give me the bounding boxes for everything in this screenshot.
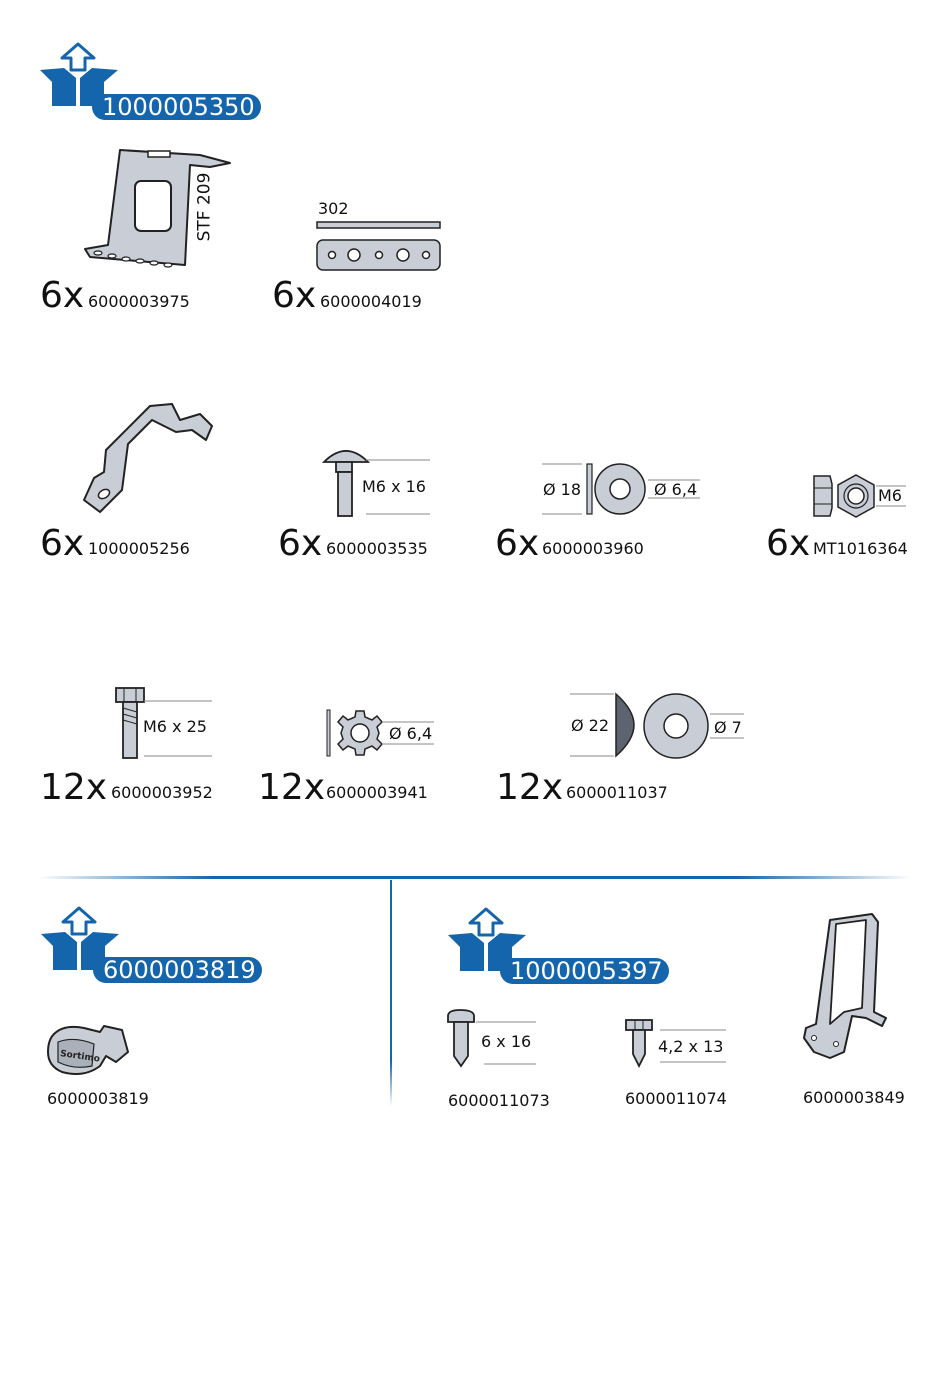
part-quantity: 12x [258,767,326,808]
strip-length-label: 302 [318,199,349,218]
clip-brand-text: Sortimo [59,1049,101,1065]
bracket-stf-drawing [80,145,240,275]
part-number: 6000003849 [803,1088,905,1107]
bolt-size-label: M6 x 16 [362,477,426,496]
bent-bracket-drawing [80,400,220,520]
washer-outer-diameter: Ø 18 [543,480,582,499]
part-number: MT1016364 [813,539,908,558]
washer-inner-diameter: Ø 6,4 [389,724,433,743]
part-number: 6000003941 [326,783,428,802]
part-quantity: 6x [40,523,85,564]
clip-drawing [44,1022,134,1082]
washer-outer-diameter: Ø 22 [571,716,610,735]
screw-size-label: 4,2 x 13 [658,1037,724,1056]
part-number: 6000003952 [111,783,213,802]
bracket-stf-label: STF 209 [194,172,215,242]
part-number: 6000003960 [542,539,644,558]
part-number: 6000003819 [47,1089,149,1108]
kit-number-badge: 6000003819 [93,957,262,983]
part-quantity: 12x [496,767,564,808]
nut-size-label: M6 [878,486,902,505]
part-number: 6000003975 [88,292,190,311]
part-number: 1000005256 [88,539,190,558]
part-number: 6000011073 [448,1091,550,1110]
washer-inner-diameter: Ø 7 [714,718,742,737]
section-divider-vertical [390,880,392,1106]
part-quantity: 6x [495,523,540,564]
part-quantity: 6x [40,275,85,316]
screw-size-label: 6 x 16 [481,1032,532,1051]
hanger-drawing [800,912,890,1064]
part-number: 6000011074 [625,1089,727,1108]
part-number: 6000011037 [566,783,668,802]
bolt-size-label: M6 x 25 [143,717,207,736]
kit-number-badge: 1000005350 [92,94,261,120]
part-quantity: 6x [278,523,323,564]
strip-drawing [316,220,442,274]
kit-number-badge: 1000005397 [500,958,669,984]
part-number: 6000003535 [326,539,428,558]
part-quantity: 6x [766,523,811,564]
washer-inner-diameter: Ø 6,4 [654,480,698,499]
part-quantity: 12x [40,767,108,808]
part-quantity: 6x [272,275,317,316]
section-divider [38,876,912,879]
part-number: 6000004019 [320,292,422,311]
